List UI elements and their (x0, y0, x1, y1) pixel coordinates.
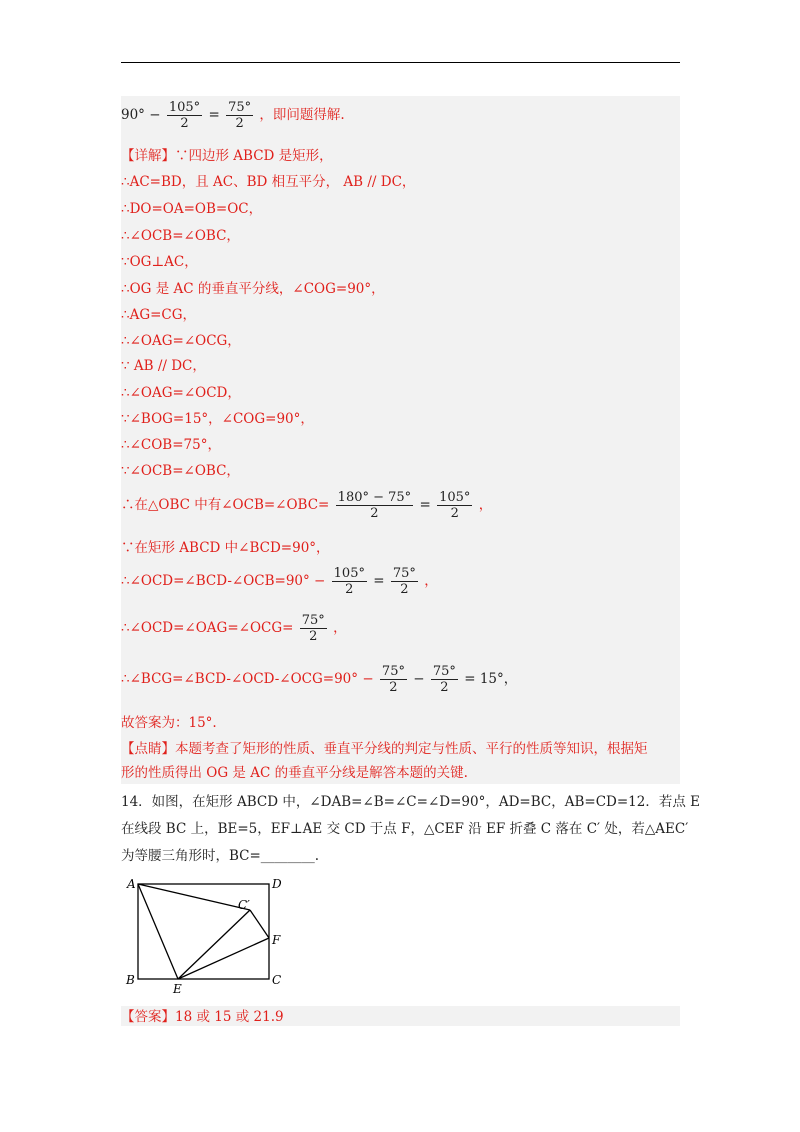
label-b: B (126, 973, 135, 987)
solution-line-12: ∵∠BOG=15°，∠COG=90°， (121, 411, 314, 427)
segment-ec-prime (178, 910, 250, 979)
segment-ef (178, 938, 269, 979)
solution-line-1 (121, 100, 345, 131)
equals: = (208, 107, 220, 123)
text: 90° − (121, 107, 161, 123)
segment-c-prime-f (250, 910, 269, 938)
numerator: 105° (439, 490, 471, 505)
answer-line: 【答案】18 或 15 或 21.9 (121, 1009, 284, 1025)
fraction (300, 613, 327, 644)
text: ， (424, 573, 438, 589)
solution-line-11: ∴∠OAG=∠OCD， (121, 385, 241, 401)
question-14-line-2: 在线段 BC 上，BE=5，EF⊥AE 交 CD 于点 F，△CEF 沿 EF 折叠 C 落在 C′ 处，若△AEC′ (121, 821, 689, 837)
fraction (167, 100, 202, 131)
fraction (226, 100, 253, 131)
numerator: 75° (392, 566, 416, 581)
denominator: 2 (300, 628, 327, 644)
question-14-line-1: 14．如图，在矩形 ABCD 中，∠DAB=∠B=∠C=∠D=90°，AD=BC，AB=CD=12．若点 E (121, 794, 700, 810)
solution-line-6: ∵OG⊥AC， (121, 254, 198, 270)
numerator: 75° (228, 100, 252, 115)
text: ∴∠BCG=∠BCD-∠OCD-∠OCG=90° − (121, 671, 374, 687)
solution-line-16: ∵在矩形 ABCD 中∠BCD=90°， (121, 540, 330, 556)
text: ， (478, 497, 493, 513)
denominator: 2 (437, 505, 472, 521)
solution-line-17 (121, 566, 438, 597)
solution-line-22: 形的性质得出 OG 是 AC 的垂直平分线是解答本题的关键. (121, 765, 468, 781)
fraction (336, 490, 414, 521)
solution-line-18 (121, 613, 347, 644)
solution-line-21: 【点睛】本题考查了矩形的性质、垂直平分线的判定与性质、平行的性质等知识，根据矩 (121, 741, 648, 757)
denominator: 2 (391, 581, 418, 597)
denominator: 2 (332, 581, 367, 597)
geometry-figure (121, 872, 296, 997)
numerator: 75° (301, 613, 325, 628)
solution-line-19 (121, 664, 517, 695)
fraction (431, 664, 458, 695)
denominator: 2 (226, 115, 253, 131)
text: ， (333, 620, 347, 636)
text: ，即问题得解. (259, 107, 345, 123)
denominator: 2 (431, 679, 458, 695)
equals: = (373, 573, 385, 589)
denominator: 2 (380, 679, 407, 695)
denominator: 2 (167, 115, 202, 131)
label-a: A (127, 877, 136, 891)
fraction (437, 490, 472, 521)
numerator: 75° (381, 664, 405, 679)
solution-line-8: ∴AG=CG， (121, 307, 197, 323)
numerator: 105° (333, 566, 365, 581)
equals: = (419, 497, 431, 513)
text: ∴∠OCD=∠BCD-∠OCB=90° − (121, 573, 326, 589)
solution-line-9: ∴∠OAG=∠OCG， (121, 333, 241, 349)
solution-line-7: ∴OG 是 AC 的垂直平分线，∠COG=90°， (121, 281, 385, 297)
numerator: 75° (432, 664, 456, 679)
solution-line-20: 故答案为：15°. (121, 715, 217, 731)
label-f: F (272, 933, 281, 947)
solution-line-2: 【详解】∵四边形 ABCD 是矩形， (121, 148, 333, 164)
text: ∴∠OCD=∠OAG=∠OCG= (121, 620, 294, 636)
denominator: 2 (336, 505, 414, 521)
solution-line-14: ∵∠OCB=∠OBC， (121, 463, 240, 479)
segment-ac-prime (138, 884, 250, 910)
text: = 15°， (464, 671, 518, 687)
fraction (391, 566, 418, 597)
segment-ae (138, 884, 178, 979)
solution-line-5: ∴∠OCB=∠OBC， (121, 228, 240, 244)
header-rule (121, 62, 680, 63)
label-c: C (272, 973, 282, 987)
solution-line-10: ∵ AB // DC， (121, 358, 206, 374)
text: ∴在△OBC 中有∠OCB=∠OBC= (121, 497, 330, 513)
fraction (332, 566, 367, 597)
label-e: E (173, 982, 182, 996)
question-14-line-3: 为等腰三角形时，BC=________. (121, 848, 320, 864)
label-d: D (272, 877, 282, 891)
solution-line-15 (121, 490, 492, 521)
label-c-prime: C′ (238, 898, 250, 912)
numerator: 105° (168, 100, 201, 115)
solution-line-13: ∴∠COB=75°， (121, 437, 221, 453)
fraction (380, 664, 407, 695)
solution-line-4: ∴DO=OA=OB=OC， (121, 201, 263, 217)
solution-line-3: ∴AC=BD，且 AC、BD 相互平分， AB // DC， (121, 174, 416, 190)
minus: − (413, 671, 425, 687)
numerator: 180° − 75° (337, 490, 412, 505)
